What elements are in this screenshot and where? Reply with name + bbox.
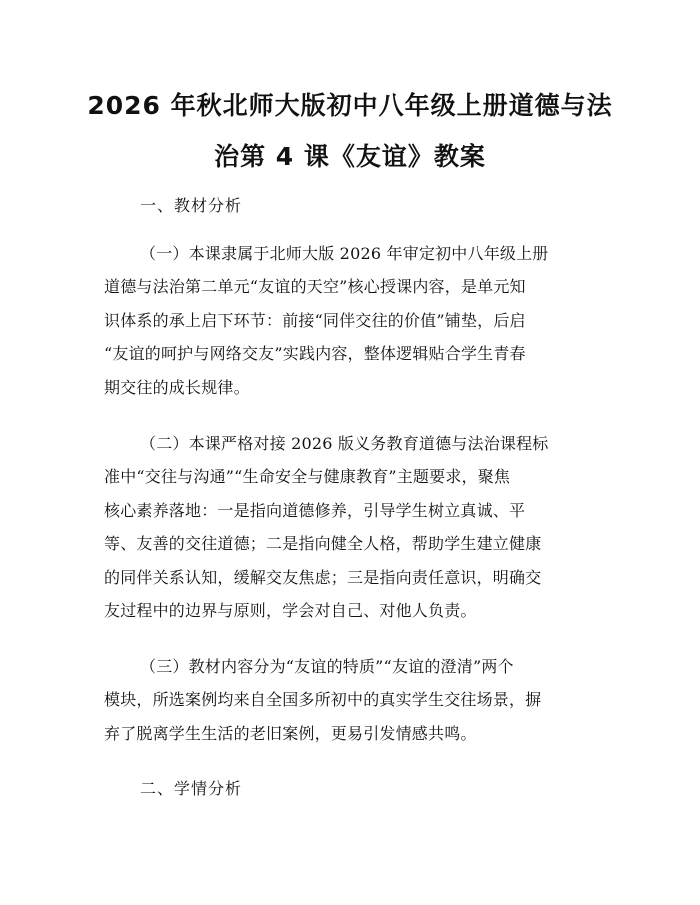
paragraph-line: 核心素养落地：一是指向道德修养，引导学生树立真诚、平 [104, 501, 526, 520]
document-title-line-1: 2026 年秋北师大版初中八年级上册道德与法 [87, 91, 613, 120]
document-title-line-2: 治第 4 课《友谊》教案 [214, 142, 486, 171]
paragraph-line: 的同伴关系认知，缓解交友焦虑；三是指向责任意识，明确交 [104, 568, 542, 587]
paragraph-line: 道德与法治第二单元“友谊的天空”核心授课内容，是单元知 [104, 277, 526, 296]
paragraph-line: 准中“交往与沟通”“生命安全与健康教育”主题要求，聚焦 [104, 467, 511, 486]
paragraph-line: 期交往的成长规律。 [104, 378, 250, 397]
paragraph-line: 识体系的承上启下环节：前接“同伴交往的价值”铺垫，后启 [104, 311, 526, 330]
paragraph-line: 模块，所选案例均来自全国多所初中的真实学生交往场景，摒 [104, 690, 542, 709]
paragraph-line: （三）教材内容分为“友谊的特质”“友谊的澄清”两个 [140, 657, 514, 676]
paragraph-line: 等、友善的交往道德；二是指向健全人格，帮助学生建立健康 [104, 534, 542, 553]
paragraph-line: 弃了脱离学生生活的老旧案例，更易引发情感共鸣。 [104, 724, 477, 743]
section-heading-student-analysis: 二、学情分析 [140, 779, 243, 798]
section-heading-textbook-analysis: 一、教材分析 [140, 196, 243, 215]
paragraph-line: （二）本课严格对接 2026 版义务教育道德与法治课程标 [140, 434, 549, 453]
paragraph-line: （一）本课隶属于北师大版 2026 年审定初中八年级上册 [140, 244, 549, 263]
paragraph-line: 友过程中的边界与原则，学会对自己、对他人负责。 [104, 601, 477, 620]
paragraph-line: “友谊的呵护与网络交友”实践内容，整体逻辑贴合学生青春 [104, 344, 526, 363]
